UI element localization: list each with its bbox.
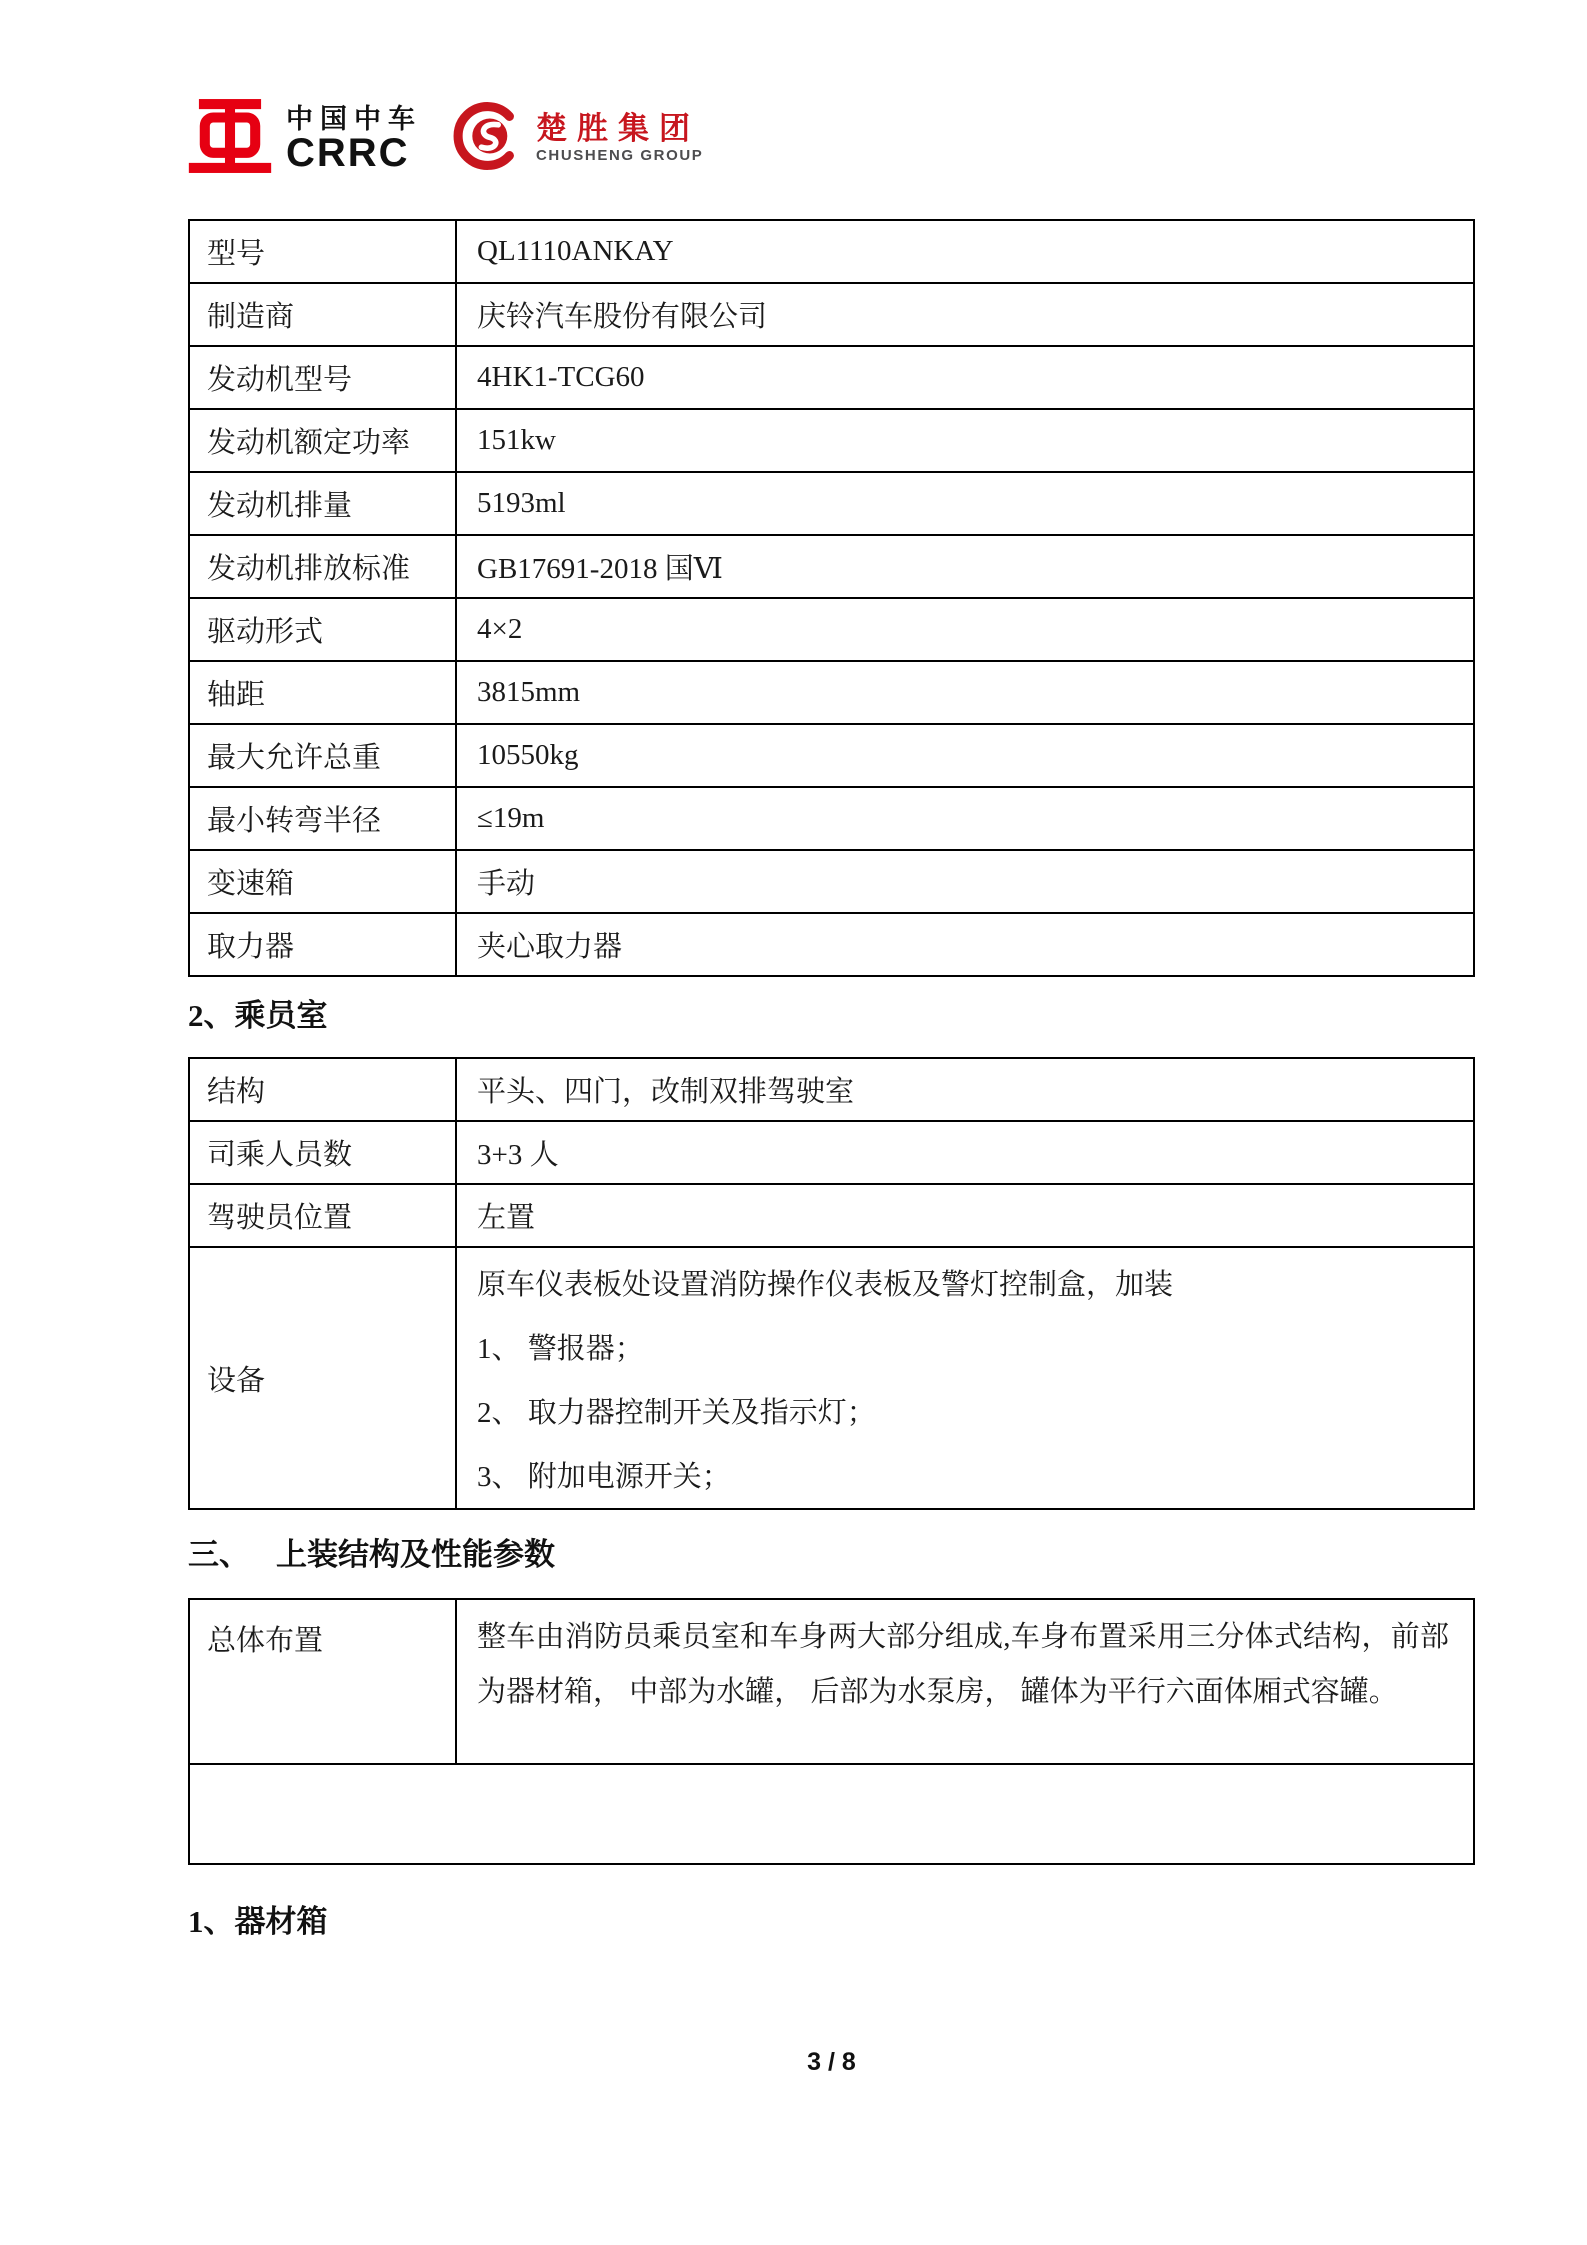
crrc-latin-name: CRRC — [286, 131, 410, 175]
spec-label: 发动机排放标准 — [189, 535, 456, 598]
spec-label: 设备 — [189, 1247, 456, 1509]
table-row — [189, 913, 1474, 976]
equipment-lines — [477, 1248, 1473, 1508]
table-row — [189, 220, 1474, 283]
spec-value: 4HK1-TCG60 — [456, 346, 1474, 409]
overall-layout-row — [189, 1599, 1474, 1764]
spec-label: 发动机型号 — [189, 346, 456, 409]
upper-structure-table — [188, 1598, 1475, 1865]
spec-value: 151kw — [456, 409, 1474, 472]
spec-label: 司乘人员数 — [189, 1121, 456, 1184]
header-logos — [188, 85, 1475, 191]
page-number: 3 / 8 — [807, 2048, 856, 2076]
spec-value: 10550kg — [456, 724, 1474, 787]
table-row — [189, 724, 1474, 787]
spec-label: 轴距 — [189, 661, 456, 724]
equipment-line: 1、 警报器； — [477, 1332, 644, 1365]
crrc-emblem-icon — [188, 97, 272, 180]
equipment-line: 2、 取力器控制开关及指示灯； — [477, 1396, 876, 1429]
table-row — [189, 409, 1474, 472]
spec-value: 3815mm — [456, 661, 1474, 724]
table-row — [189, 850, 1474, 913]
table-row — [189, 535, 1474, 598]
equipment-box-heading: 1、器材箱 — [188, 1904, 328, 1939]
equipment-cell — [456, 1247, 1474, 1509]
spec-value: 5193ml — [456, 472, 1474, 535]
overall-layout-text: 整车由消防员乘员室和车身两大部分组成,车身布置采用三分体式结构，前部为器材箱， 中部为水罐， 后部为水泵房， 罐体为平行六面体厢式容罐。 — [456, 1599, 1474, 1764]
equipment-line: 原车仪表板处设置消防操作仪表板及警灯控制盒，加装 — [477, 1268, 1174, 1301]
spec-value: 4×2 — [456, 598, 1474, 661]
crew-cab-table — [188, 1057, 1475, 1510]
crrc-chinese-name: 中国中车 — [286, 104, 422, 134]
spec-value: GB17691-2018 国Ⅵ — [456, 535, 1474, 598]
heading-text: 上装结构及性能参数 — [276, 1537, 555, 1572]
spec-value: 左置 — [456, 1184, 1474, 1247]
equipment-line: 3、 附加电源开关； — [477, 1460, 731, 1493]
spec-label: 变速箱 — [189, 850, 456, 913]
table-row — [189, 472, 1474, 535]
table-row — [189, 283, 1474, 346]
spec-label: 结构 — [189, 1058, 456, 1121]
table-row — [189, 661, 1474, 724]
chusheng-logo — [452, 99, 703, 178]
equipment-row — [189, 1247, 1474, 1509]
empty-row — [189, 1764, 1474, 1864]
spec-label: 型号 — [189, 220, 456, 283]
spec-label: 发动机额定功率 — [189, 409, 456, 472]
empty-row-cell — [189, 1764, 1474, 1864]
chassis-spec-table — [188, 219, 1475, 977]
spec-label: 驾驶员位置 — [189, 1184, 456, 1247]
spec-value: ≤19m — [456, 787, 1474, 850]
spec-label: 最小转弯半径 — [189, 787, 456, 850]
chusheng-chinese-name: 楚胜集团 — [536, 111, 700, 146]
table-row — [189, 1121, 1474, 1184]
crew-section-heading: 2、乘员室 — [188, 998, 328, 1033]
spec-label: 驱动形式 — [189, 598, 456, 661]
spec-label: 总体布置 — [189, 1599, 456, 1764]
spec-value: 平头、四门，改制双排驾驶室 — [456, 1058, 1474, 1121]
upper-structure-heading — [188, 1534, 1475, 1576]
spec-value: 庆铃汽车股份有限公司 — [456, 283, 1474, 346]
spec-value: 手动 — [456, 850, 1474, 913]
spec-label: 最大允许总重 — [189, 724, 456, 787]
spec-value: QL1110ANKAY — [456, 220, 1474, 283]
table-row — [189, 787, 1474, 850]
spec-value: 夹心取力器 — [456, 913, 1474, 976]
spec-value: 3+3 人 — [456, 1121, 1474, 1184]
crrc-wordmark — [286, 104, 422, 175]
spec-label: 取力器 — [189, 913, 456, 976]
table-row — [189, 1184, 1474, 1247]
heading-number: 三、 — [188, 1537, 250, 1572]
table-row — [189, 1058, 1474, 1121]
spec-label: 发动机排量 — [189, 472, 456, 535]
table-row — [189, 346, 1474, 409]
chusheng-wordmark — [536, 111, 703, 165]
chusheng-emblem-icon — [452, 99, 522, 178]
table-row — [189, 598, 1474, 661]
chusheng-latin-name: CHUSHENG GROUP — [536, 147, 704, 164]
crrc-logo — [188, 97, 422, 180]
spec-label: 制造商 — [189, 283, 456, 346]
